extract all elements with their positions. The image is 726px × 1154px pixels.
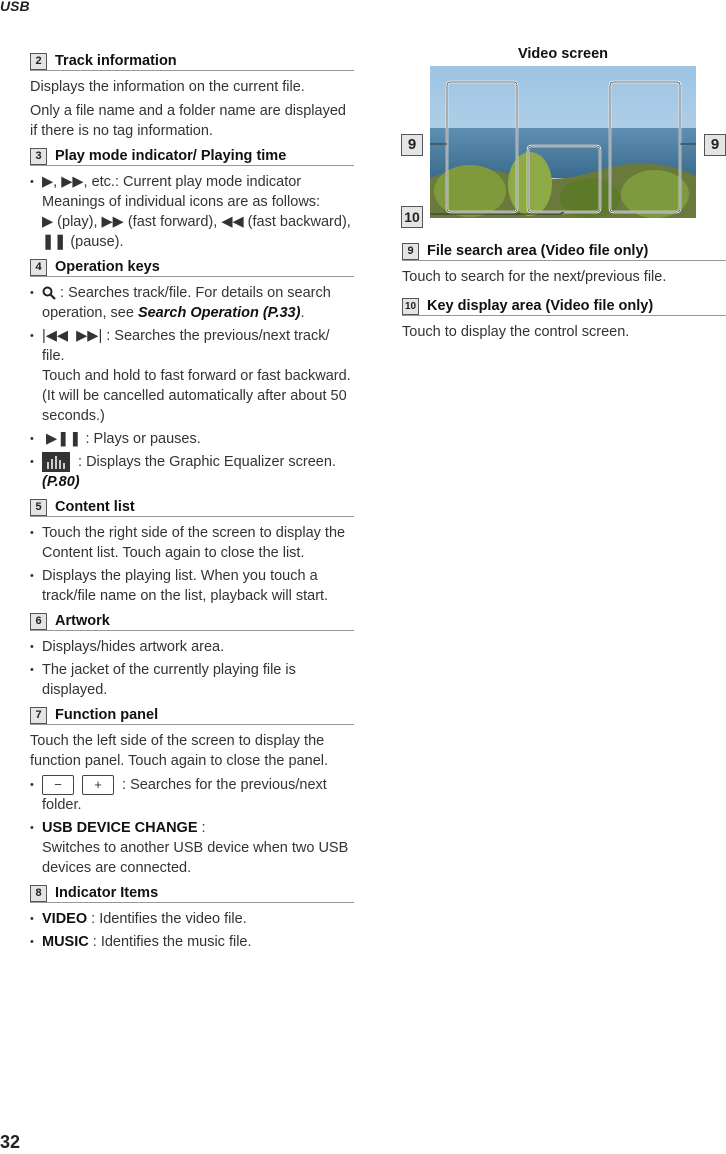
key-label: VIDEO (42, 911, 88, 928)
section-heading-function-panel (30, 706, 354, 725)
bullet-item: • : Searches track/file. For details on search operation, see Search Operation (P.33). (30, 283, 354, 323)
fast-forward-icon: ▶▶ (101, 214, 124, 230)
bullet-item: • Touch the right side of the screen to display the Content list. Touch again to close the list. (30, 523, 354, 563)
section-title: Play mode indicator/ Playing time (55, 148, 287, 164)
play-pause-icon: ▶❚❚ (46, 431, 82, 447)
section-title: Track information (55, 53, 177, 69)
section-heading-content-list (30, 498, 354, 517)
search-icon (42, 286, 56, 300)
link-search-operation[interactable]: Search Operation (P.33) (137, 305, 301, 321)
video-screen-title: Video screen (517, 46, 608, 62)
section-number: 8 (30, 885, 47, 902)
fast-backward-icon: ◀◀ (221, 214, 244, 230)
section-heading-key-display-area (402, 297, 726, 316)
key-label: USB DEVICE CHANGE (42, 820, 198, 837)
video-screen-illustration (430, 66, 696, 218)
key-label: MUSIC (42, 934, 89, 951)
play-icon: ▶ (42, 174, 54, 190)
callout-9-left: 9 (401, 134, 423, 156)
bullet-item: • ▶, ▶▶, etc.: Current play mode indicator Meanings of individual icons are as follows: ▶ (play), ▶▶ (fast forward), ◀◀ (fast backward), ❚❚ (pause). (30, 172, 354, 252)
section-heading-artwork (30, 612, 354, 631)
section-number: 9 (402, 243, 419, 260)
right-column (402, 236, 726, 346)
bullet-item: • ▶❚❚ : Plays or pauses. (30, 429, 354, 449)
section-heading-play-mode (30, 147, 354, 166)
paragraph: Touch to display the control screen. (402, 324, 630, 340)
previous-track-icon: |◀◀ (42, 328, 69, 344)
section-title: File search area (Video file only) (427, 243, 649, 259)
section-title: Operation keys (55, 259, 160, 275)
next-track-icon: ▶▶| (76, 328, 103, 344)
link-graphic-equalizer[interactable]: (P.80) (42, 474, 80, 491)
section-title: Indicator Items (55, 885, 159, 902)
section-number: 4 (30, 259, 47, 276)
previous-folder-icon: − (42, 775, 74, 795)
section-title: Content list (55, 499, 135, 516)
section-title: Artwork (55, 613, 110, 630)
equalizer-icon (42, 452, 70, 472)
bullet-item: • : Displays the Graphic Equalizer screen. (P.80) (30, 452, 354, 492)
section-heading-file-search-area (402, 242, 726, 261)
bullet-item: • Displays the playing list. When you touch a track/file name on the list, playback will start. (30, 566, 354, 606)
section-number: 6 (30, 613, 47, 630)
section-number: 3 (30, 148, 47, 165)
section-heading-operation-keys (30, 258, 354, 277)
section-number: 7 (30, 707, 47, 724)
play-icon: ▶ (42, 214, 54, 230)
paragraph: Displays the information on the current file. (30, 79, 305, 95)
bullet-item: • |◀◀ ▶▶| : Searches the previous/next track/ file. Touch and hold to fast forward or fast backward. (It will be cancelled automatically after about 50 seconds.) (30, 326, 354, 426)
bullet-item: • VIDEO : Identifies the video file. (30, 909, 354, 929)
paragraph: Touch the left side of the screen to display the function panel. Touch again to close the panel. (30, 733, 329, 770)
callout-10: 10 (401, 206, 423, 228)
bullet-item: • The jacket of the currently playing file is displayed. (30, 660, 354, 700)
section-heading-indicator-items (30, 884, 354, 903)
section-header: USB (0, 0, 30, 14)
section-number: 10 (402, 298, 419, 315)
callout-9-right: 9 (704, 134, 726, 156)
bullet-item: • − + : Searches for the previous/next folder. (30, 775, 354, 815)
paragraph: Touch to search for the next/previous file. (402, 269, 667, 285)
fast-forward-icon: ▶▶ (61, 174, 84, 190)
section-heading-track-information (30, 52, 354, 71)
section-number: 2 (30, 53, 47, 70)
bullet-item: • Displays/hides artwork area. (30, 637, 354, 657)
pause-icon: ❚❚ (42, 234, 67, 250)
bullet-item: • MUSIC : Identifies the music file. (30, 932, 354, 952)
next-folder-icon: + (82, 775, 114, 795)
left-column (30, 46, 354, 955)
page-number: 32 (0, 1132, 21, 1152)
section-title: Function panel (55, 707, 159, 724)
paragraph: Only a file name and a folder name are displayed if there is no tag information. (30, 103, 346, 139)
section-title: Key display area (Video file only) (427, 298, 654, 314)
section-number: 5 (30, 499, 47, 516)
bullet-item: • USB DEVICE CHANGE : Switches to another USB device when two USB devices are connected. (30, 818, 354, 878)
